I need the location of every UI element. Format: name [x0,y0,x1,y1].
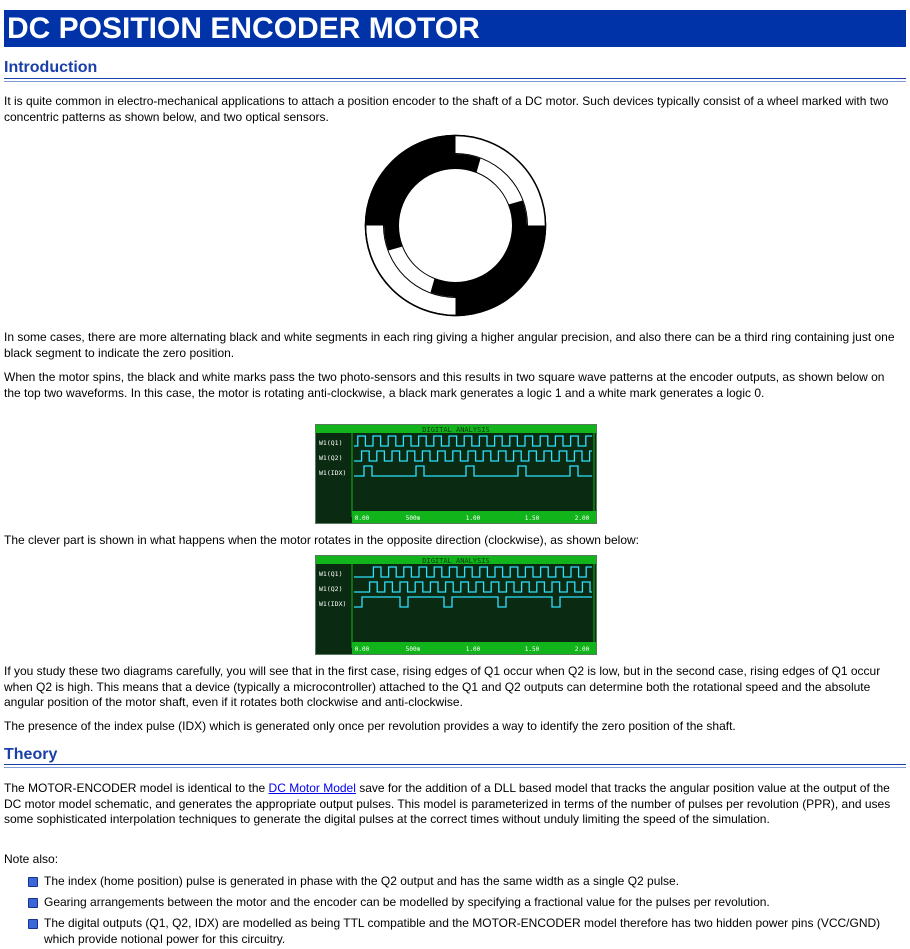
encoder-wheel [364,134,547,317]
waveform-idx [354,597,592,607]
analyzer-tick-label: 1.00 [465,515,481,522]
intro-paragraph-4: The clever part is shown in what happens when the motor rotates in the opposite direction (clockwise), as shown below: [4,533,639,547]
intro-heading: Introduction [4,59,98,76]
list-item-text: Gearing arrangements between the motor and the encoder can be modelled by specifying a fractional value for the pulses per revolution. [44,895,770,909]
analyzer-display [316,425,596,523]
intro-paragraph-5: If you study these two diagrams carefully, you will see that in the first case, rising edges of Q1 occur when Q2 is low, but in the second case, rising edges of Q1 occur when Q2 is high. This means that a device (typically a microcontroller) attached to the Q1 and Q2 outputs can determine both the rotational speed and the absolute angular position of the motor shaft, even if it rotates both clockwise and anti-clockwise. [4,664,881,709]
intro-rule [4,78,906,79]
analyzer-display [316,556,596,654]
analyzer-anticlockwise [315,424,597,524]
analyzer-tick-label: 2.00 [574,646,590,653]
bullet-icon [28,919,38,929]
analyzer-tick-label: 1.50 [524,646,540,653]
analyzer-title: DIGITAL ANALYSIS [422,557,490,565]
channel-label: W1(IDX) [319,600,347,608]
intro-paragraph-2: In some cases, there are more alternating black and white segments in each ring giving a higher angular precision, and also there can be a third ring containing just one black segment to indicate the zero position. [4,330,895,360]
bullet-icon [28,877,38,887]
theory-rule [4,764,906,765]
intro-rule-2 [4,81,906,82]
analyzer-tick-label: 500m [405,646,421,653]
theory-text-before: The MOTOR-ENCODER model is identical to the [4,781,269,795]
analyzer-tick-label: 0.00 [354,515,370,522]
analyzer-tick-label: 0.00 [354,646,370,653]
intro-paragraph-1: It is quite common in electro-mechanical applications to attach a position encoder to the shaft of a DC motor. Such devices typically consist of a wheel marked with two concentric patterns as shown below, and two optical sensors. [4,94,889,124]
theory-rule-2 [4,767,906,768]
channel-label: W1(IDX) [319,469,347,477]
theory-paragraph-1 [4,781,904,828]
channel-label: W1(Q2) [319,454,343,462]
intro-paragraph-3: When the motor spins, the black and white marks pass the two photo-sensors and this results in two square wave patterns at the encoder outputs, as shown below on the top two waveforms. In this case, the motor is rotating anti-clockwise, a black mark generates a logic 1 and a white mark generates a logic 0. [4,370,885,400]
analyzer-title: DIGITAL ANALYSIS [422,426,490,434]
theory-text-after: save for the addition of a DLL based model that tracks the angular position value at the output of the DC motor model schematic, and generates the appropriate output pulses. This model is parameterized in terms of the number of pulses per revolution (PPR), and uses some sophisticated interpolation techniques to generate the digital pulses at the correct times without unduly limiting the speed of the simulation. [4,781,891,826]
bullet-icon [28,898,38,908]
waveform-idx [354,466,592,476]
analyzer-tick-label: 1.50 [524,515,540,522]
page-title: DC POSITION ENCODER MOTOR [7,12,480,45]
analyzer-clockwise [315,555,597,655]
analyzer-tick-label: 1.00 [465,646,481,653]
analyzer-tick-label: 2.00 [574,515,590,522]
list-item-text: The digital outputs (Q1, Q2, IDX) are modelled as being TTL compatible and the MOTOR-ENCODER model therefore has two hidden power pins (VCC/GND) which provide notional power for this circuitry. [44,916,881,946]
waveform-q1 [354,567,592,577]
list-item-text: The index (home position) pulse is generated in phase with the Q2 output and has the same width as a single Q2 pulse. [44,874,680,888]
theory-note: Note also: [4,852,59,866]
dc-motor-model-link[interactable]: DC Motor Model [268,781,356,795]
channel-label: W1(Q2) [319,585,343,593]
encoder-wheel-figure [364,134,547,317]
waveform-q2 [354,451,592,461]
waveform-q2 [354,582,592,592]
title-bar [4,10,906,47]
waveform-q1 [354,436,592,446]
channel-label: W1(Q1) [319,439,343,447]
theory-heading: Theory [4,746,58,763]
channel-label: W1(Q1) [319,570,343,578]
analyzer-tick-label: 500m [405,515,421,522]
intro-paragraph-6: The presence of the index pulse (IDX) which is generated only once per revolution provides a way to identify the zero position of the shaft. [4,719,736,733]
